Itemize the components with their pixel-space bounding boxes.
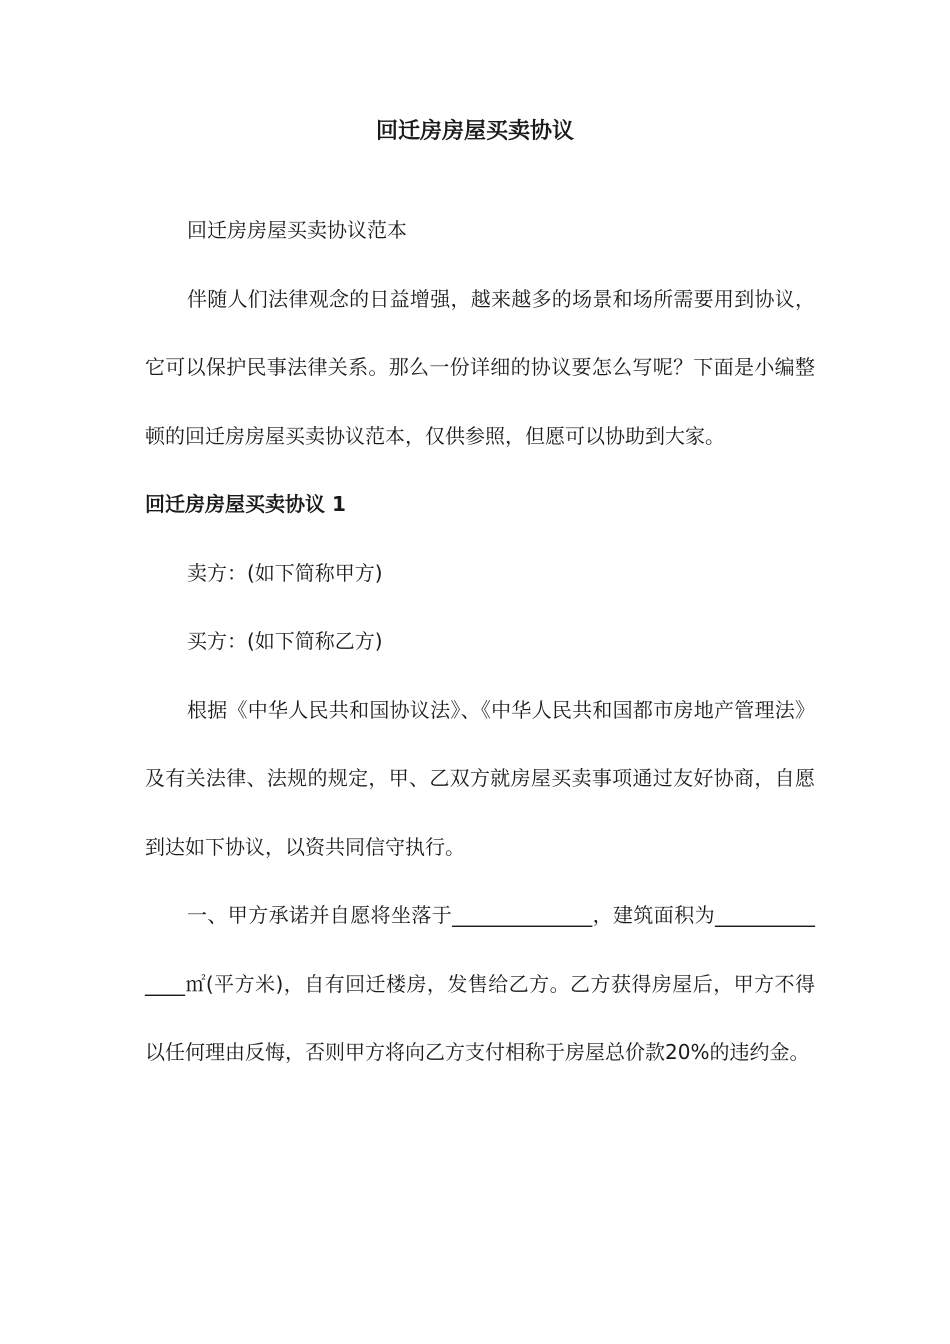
- paragraph-subtitle: 回迁房房屋买卖协议范本: [187, 218, 407, 242]
- section-heading: 回迁房房屋买卖协议 1: [145, 492, 346, 516]
- paragraph-legal-basis: 根据《中华人民共和国协议法》、《中华人民共和国都市房地产管理法》及有关法律、法规的规定，甲、乙双方就房屋买卖事项通过友好协商，自愿到达如下协议，以资共同信守执行。: [145, 697, 815, 859]
- paragraph-intro: 伴随人们法律观念的日益增强，越来越多的场景和场所需要用到协议，它可以保护民事法律关系。那么一份详细的协议要怎么写呢？下面是小编整顿的回迁房房屋买卖协议范本，仅供参照，但愿可以协助到大家。: [145, 286, 815, 448]
- paragraph-seller: 卖方：(如下简称甲方): [187, 560, 383, 585]
- paragraph-clause-1: 一、甲方承诺并自愿将坐落于______________，建筑面积为______________㎡(平方米)，自有回迁楼房，发售给乙方。乙方获得房屋后，甲方不得以任何理由反悔，否则甲方将向乙方支付相称于房屋总价款20%的违约金。: [145, 903, 815, 1064]
- document-title: 回迁房房屋买卖协议: [375, 119, 574, 144]
- document-body: [145, 196, 815, 1087]
- paragraph-buyer: 买方：(如下简称乙方): [187, 629, 383, 653]
